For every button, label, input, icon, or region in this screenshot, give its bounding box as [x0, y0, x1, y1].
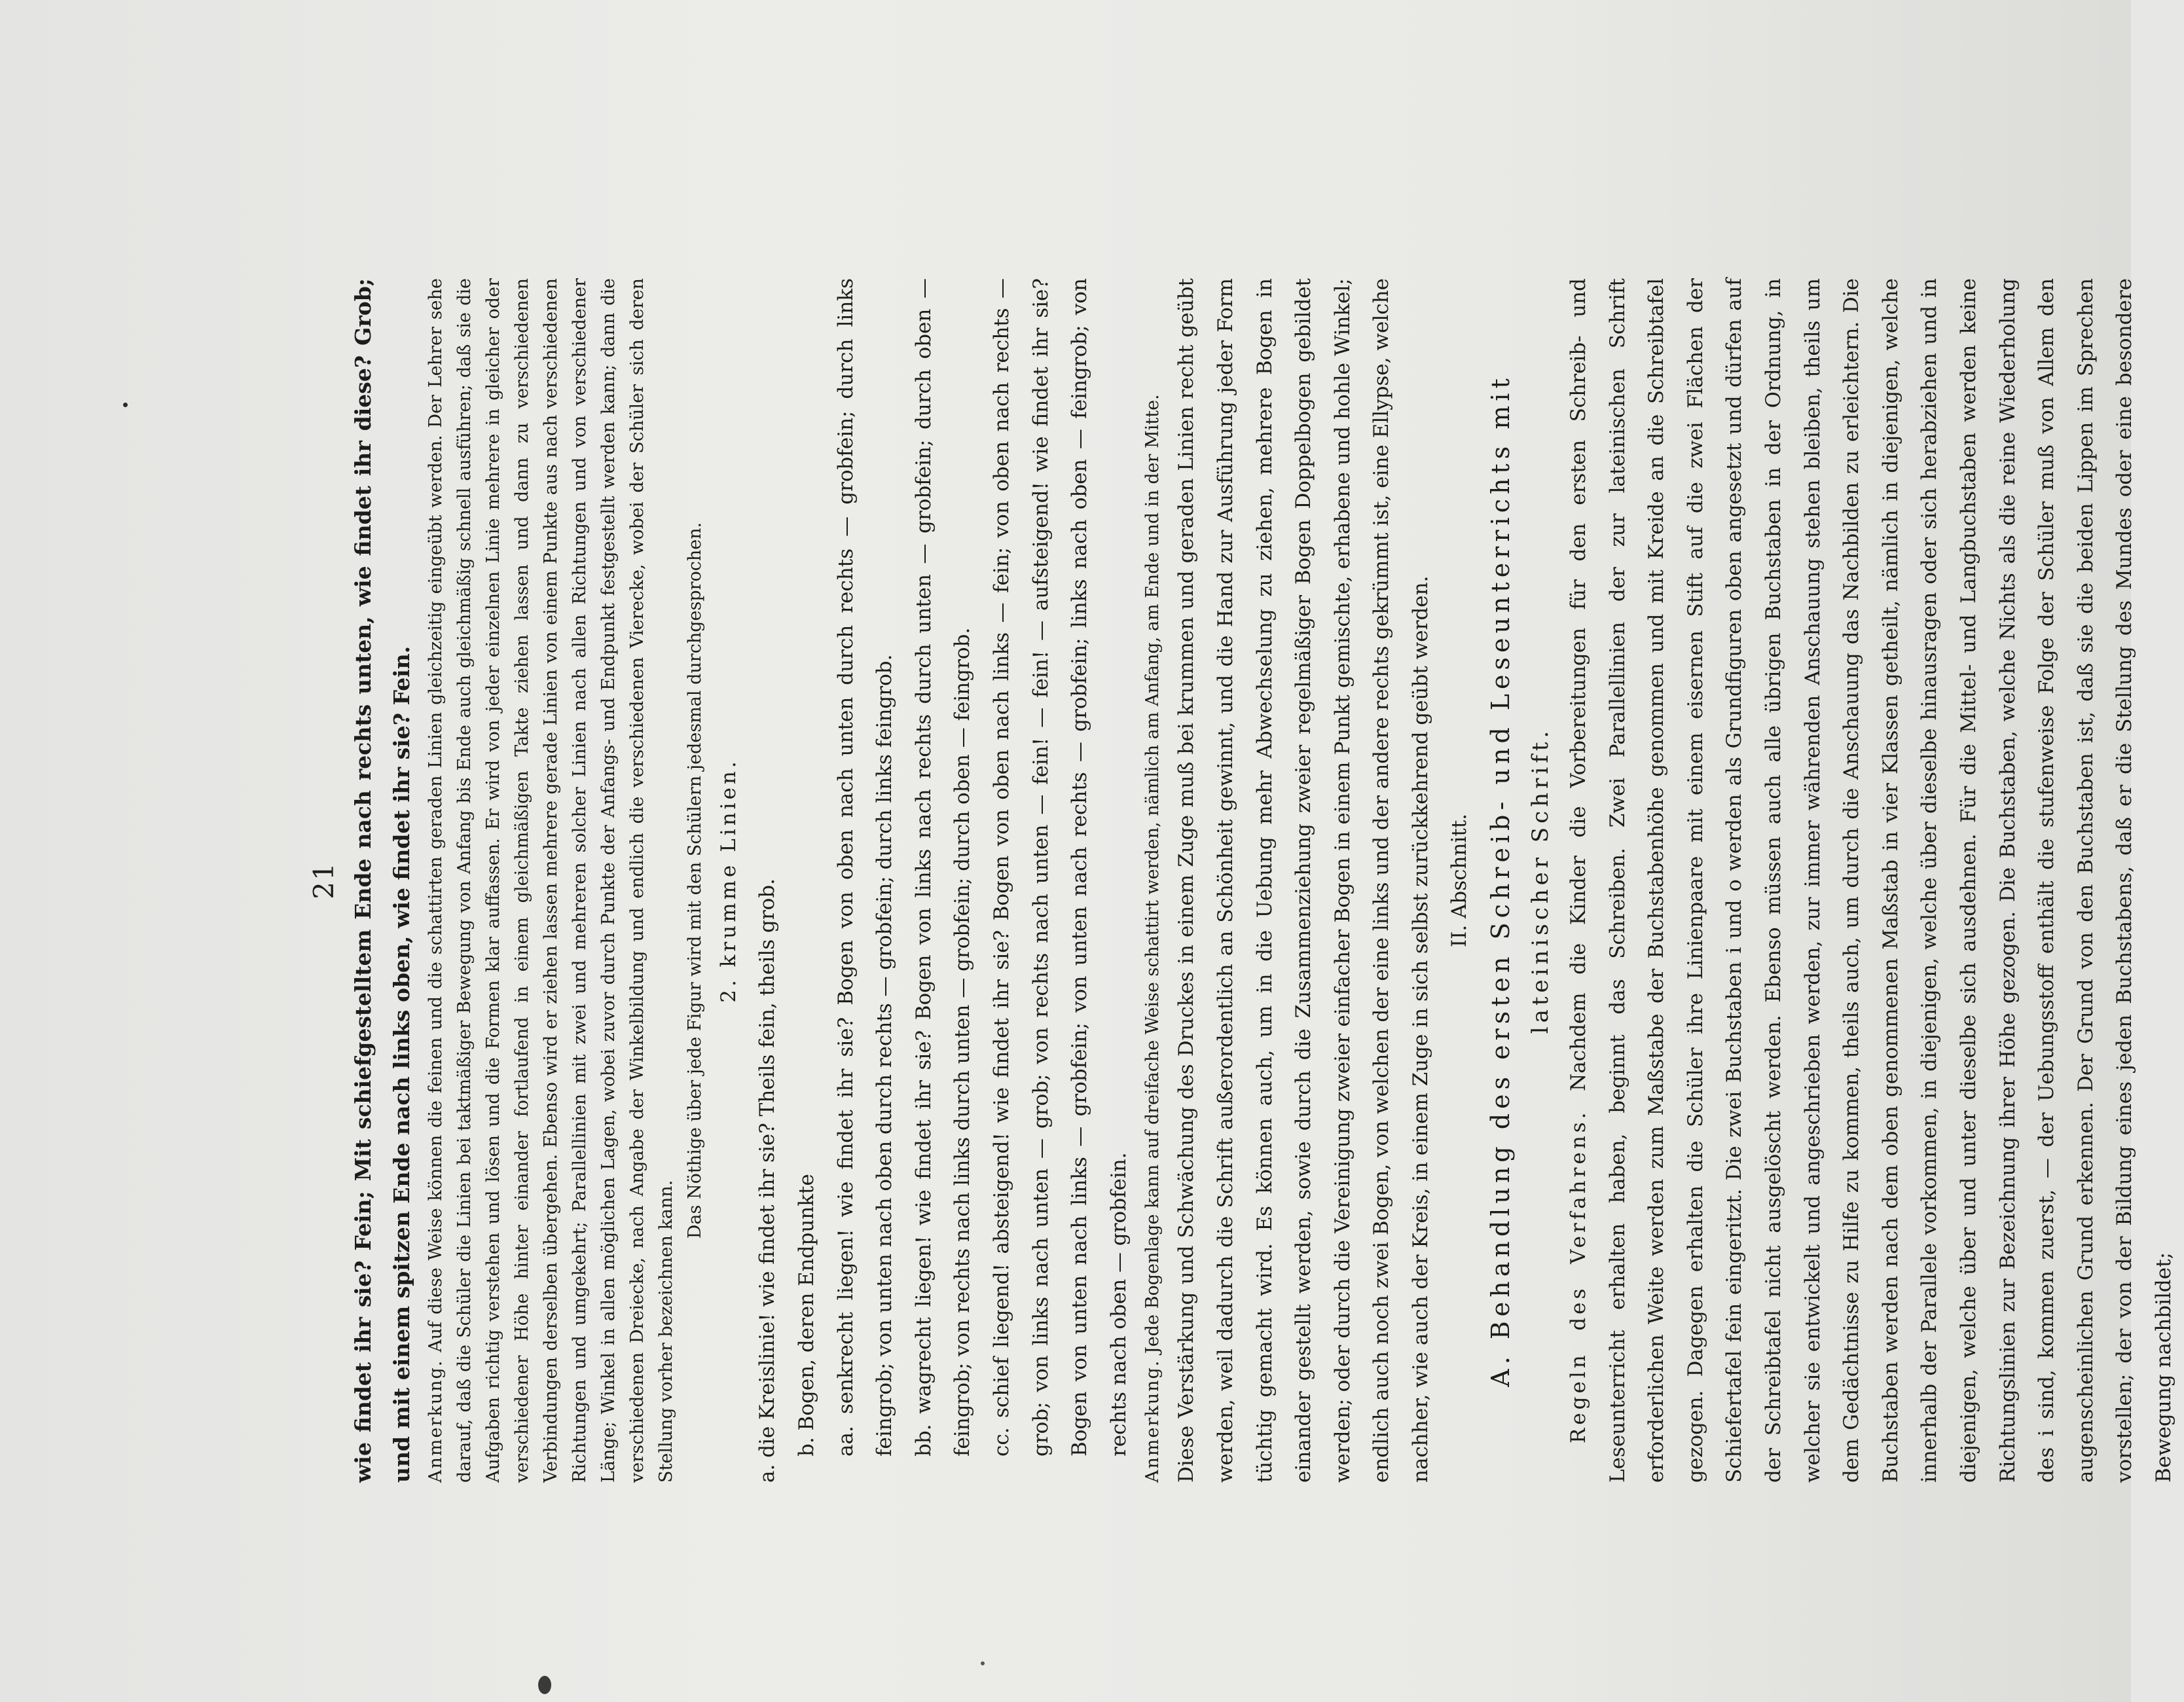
note-2-label: Anmerkung. — [1142, 1359, 1163, 1483]
section-2-bb: bb. wagrecht liegen! wie findet ihr sie? Bogen von links nach rechts durch unten — grobfein; durch oben — feingrob; von rechts nach links durch unten — grobfein; durch oben — feingrob. — [911, 278, 975, 1457]
heading-a-line-2: lateinischer Schrift. — [1527, 727, 1554, 1034]
note-2-text: Jede Bogenlage kann auf dreifache Weise schattirt werden, nämlich am Anfang, am Ende und in der Mitte. — [1142, 394, 1163, 1354]
ink-speck — [123, 403, 128, 407]
rules-paragraph — [1559, 278, 2184, 1483]
rules-label: Regeln des Verfahrens. — [1567, 1109, 1591, 1443]
rules-text: Nachdem die Kinder die Vorbereitungen für den ersten Schreib- und Leseunterricht erhalten haben, beginnt das Schreiben. Zwei Parallellinien der zur lateinischen Schrift erforderlichen Weite werden zum Maßstabe der Buchstabenhöhe genommen und mit Kreide an die Schreibtafel gezogen. Dagegen erhalten die Schüler ihre Linienpaare mit einem eisernen Stift auf die zwei Flächen der Schiefertafel fein eingeritzt. Die zwei Buchstaben i und o werden als Grundfiguren oben angesetzt und dürfen auf der Schreibtafel nicht ausgelöscht werden. Ebenso müssen auch alle übrigen Buchstaben in der Ordnung, in welcher sie entwickelt und angeschrieben werden, zur immer währenden Anschauung stehen bleiben, theils um dem Gedächtnisse zu Hilfe zu kommen, theils auch, um durch die Anschauung das Nachbilden zu erleichtern. Die Buchstaben werden nach dem oben genommenen Maßstab in vier Klassen getheilt, nämlich in diejenigen, welche innerhalb der Parallele vorkommen, in diejenigen, welche über dieselbe hinausragen oder sich herabziehen und in diejenigen, welche über und unter dieselbe sich ausdehnen. Für die Mittel- und Langbuchstaben werden keine Richtungslinien zur Bezeichnung ihrer Höhe gezogen. Die Buchstaben, welche Nichts als die reine Wiederholung des i sind, kommen zuerst, — der Uebungsstoff enthält die stufenweise Folge der Schüler muß von Allem den augenscheinlichen Grund erkennen. Der Grund von den Buchstaben ist, daß sie die beiden Lippen im Sprechen vorstellen; der von der Bildung eines jeden Buchstabens, daß er die Stellung des Mundes oder eine besondere Bewegung nachbildet; — [1567, 278, 2175, 1483]
note-2 — [1138, 278, 1167, 1483]
section-2-aa: aa. senkrecht liegen! wie findet ihr sie? Bogen von oben nach unten durch rechts — grobfein; durch links feingrob; von unten nach oben durch rechts — grobfein; durch links feingrob. — [833, 278, 897, 1457]
section-2-b: b. Bogen, deren Endpunkte — [794, 1174, 818, 1457]
rotated-text-block — [304, 278, 2175, 1483]
section-2-title: 2. krumme Linien. — [716, 758, 740, 1003]
note-1-text: Auf diese Weise können die feinen und die schattirten geraden Linien gleichzeitig eingeübt werden. Der Lehrer sehe darauf, daß die Schüler die Linien bei taktmäßiger Bewegung von Anfang bis Ende auch gleichmäßig schnell ausführen; daß sie die Aufgaben richtig verstehen und lösen und die Formen klar auffassen. Er wird von jeder einzelnen Linie mehrere in gleicher oder verschiedener Höhe hinter einander fortlaufend in einem gleichmäßigen Takte ziehen lassen und dann zu verschiedenen Verbindungen derselben übergehen. Ebenso wird er ziehen lassen mehrere gerade Linien von einem Punkte aus nach verschiedenen Richtungen und umgekehrt; Parallellinien mit zwei und mehreren solcher Linien nach allen Richtungen und von verschiedener Länge; Winkel in allen möglichen Lagen, wobei zuvor durch Punkte der Anfangs- und Endpunkt festgestellt werden kann; dann die verschiedenen Dreiecke, nach Angabe der Winkelbildung und endlich die verschiedenen Vierecke, wobei der Schüler sich deren Stellung vorher bezeichnen kann. — [425, 278, 676, 1483]
section-roman-title: II. Abschnitt. — [1447, 813, 1472, 948]
page-number: 21 — [308, 861, 340, 899]
section-2-cc: cc. schief liegend! absteigend! wie findet ihr sie? Bogen von oben nach links — fein; von oben nach rechts — grob; von links nach unten — grob; von rechts nach unten — fein! — fein! — aufsteigend! wie findet ihr sie? Bogen von unten nach links — grobfein; von unten nach rechts — grobfein; links nach oben — feingrob; von rechts nach oben — grobfein. — [989, 278, 1131, 1457]
paragraph-3: Diese Verstärkung und Schwächung des Druckes in einem Zuge muß bei krummen und geraden Linien recht geübt werden, weil dadurch die Schrift außerordentlich an Schönheit gewinnt, und die Hand zur Ausführung jeder Form tüchtig gemacht wird. Es können auch, um in die Uebung mehr Abwechselung zu ziehen, mehrere Bogen in einander gestellt werden, sowie durch die Zusammenziehung zweier regelmäßiger Bogen Doppelbogen gebildet werden; oder durch die Vereinigung zweier einfacher Bogen in einem Punkt gemischte, erhabene und hohle Winkel; endlich auch noch zwei Bogen, von welchen der eine links und der andere rechts gekrümmt ist, eine Ellypse, welche nachher, wie auch der Kreis, in einem Zuge in sich selbst zurückkehrend geübt werden. — [1174, 278, 1432, 1483]
note-1-label: Anmerkung. — [425, 1359, 446, 1483]
note-1 — [422, 278, 681, 1483]
section-2-question: a. die Kreislinie! wie findet ihr sie? Theils fein, theils grob. — [755, 878, 780, 1483]
heading-a: A. Behandlung des ersten Schreib- und Leseunterrichts mit — [1486, 374, 1516, 1387]
note-1-extra: Das Nöthige über jede Figur wird mit den Schülern jedesmal durchgesprochen. — [684, 522, 705, 1239]
ink-speck — [981, 1661, 985, 1665]
intro-question: wie findet ihr sie? Fein; Mit schiefgestelltem Ende nach rechts unten, wie findet ihr diese? Grob; und mit einem spitzen Ende nach links oben, wie findet ihr sie? Fein. — [350, 278, 415, 1483]
ink-speck — [538, 1676, 551, 1694]
